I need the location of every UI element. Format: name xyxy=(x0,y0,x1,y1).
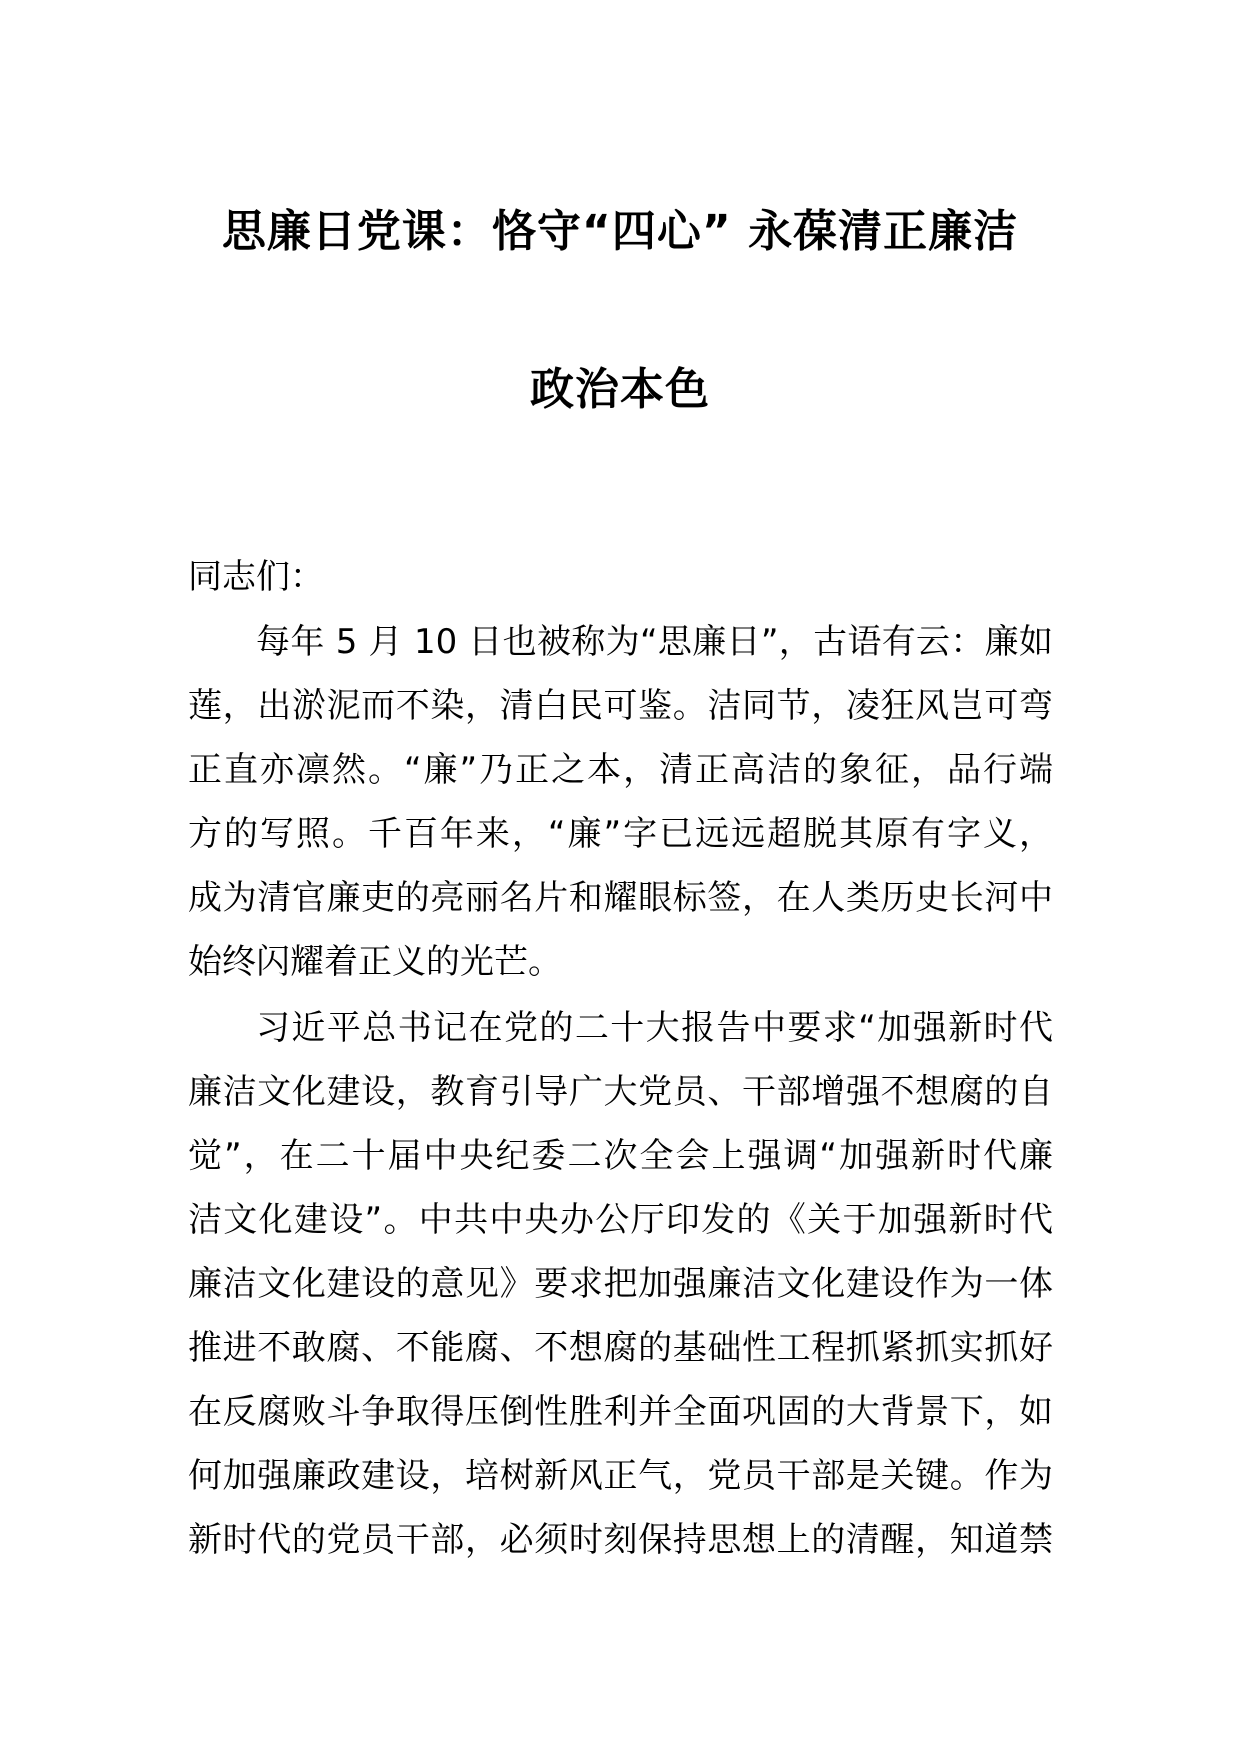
paragraph-2-line: 在反腐败斗争取得压倒性胜利并全面巩固的大背景下，如 xyxy=(188,1392,1053,1432)
paragraph-1-line: 成为清官廉吏的亮丽名片和耀眼标签，在人类历史长河中 xyxy=(188,878,1053,918)
paragraph-1-line: 正直亦凛然。“廉”乃正之本，清正高洁的象征，品行端 xyxy=(188,750,1053,790)
paragraph-1-line: 每年 5 月 10 日也被称为“思廉日”，古语有云：廉如 xyxy=(256,622,1053,662)
document-title-line-2: 政治本色 xyxy=(530,364,710,415)
paragraph-2-line: 何加强廉政建设，培树新风正气，党员干部是关键。作为 xyxy=(188,1456,1053,1496)
paragraph-2-line: 推进不敢腐、不能腐、不想腐的基础性工程抓紧抓实抓好 xyxy=(188,1328,1053,1368)
paragraph-2-line: 洁文化建设”。中共中央办公厅印发的《关于加强新时代 xyxy=(188,1200,1053,1240)
document-title-line-1: 思廉日党课：恪守“四心” 永葆清正廉洁 xyxy=(221,206,1019,257)
paragraph-2-line: 廉洁文化建设的意见》要求把加强廉洁文化建设作为一体 xyxy=(188,1264,1053,1304)
paragraph-1-line: 莲，出淤泥而不染，清白民可鉴。洁同节，凌狂风岂可弯 xyxy=(188,686,1053,726)
paragraph-1-line: 方的写照。千百年来，“廉”字已远远超脱其原有字义， xyxy=(188,814,1053,854)
paragraph-2-line: 觉”，在二十届中央纪委二次全会上强调“加强新时代廉 xyxy=(188,1136,1053,1176)
paragraph-1-line: 始终闪耀着正义的光芒。 xyxy=(188,942,562,982)
paragraph-2-line: 廉洁文化建设，教育引导广大党员、干部增强不想腐的自 xyxy=(188,1072,1053,1112)
paragraph-2-line: 新时代的党员干部，必须时刻保持思想上的清醒，知道禁 xyxy=(188,1520,1053,1560)
salutation: 同志们： xyxy=(188,557,324,597)
paragraph-2-line: 习近平总书记在党的二十大报告中要求“加强新时代 xyxy=(256,1008,1053,1048)
